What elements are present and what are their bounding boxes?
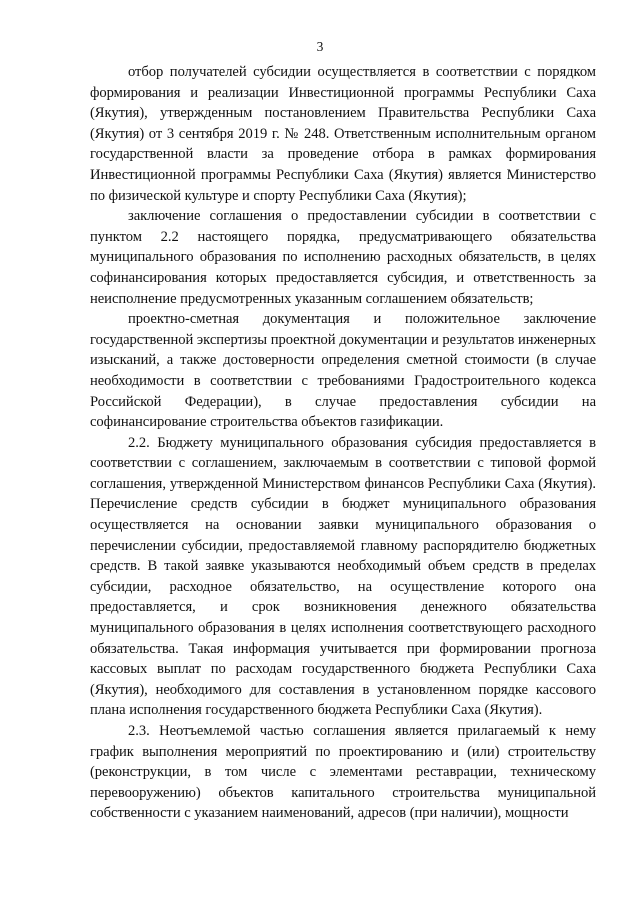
paragraph-section-2-2: 2.2. Бюджету муниципального образования субсидия предоставляется в соответствии с соглашением, заключаемым в соответствии с типовой формой соглашения, утвержденной Министерством финансов Республики Саха (Якутия). Перечисление средств субсидии в бюджет муниципального образования осуществляется на основании заявки муниципального образования о перечислении субсидии, предоставляемой главному распорядителю бюджетных средств. В такой заявке указываются необходимый объем средств в пределах субсидии, расходное обязательство, на осуществление которого она предоставляется, и срок возникновения денежного обязательства муниципального образования в целях исполнения соответствующего расходного обязательства. Такая информация учитывается при формировании прогноза кассовых выплат по расходам государственного бюджета Республики Саха (Якутия), необходимого для составления в установленном порядке кассового плана исполнения государственного бюджета Республики Саха (Якутия).: [90, 434, 596, 719]
page-number: 3: [316, 39, 324, 54]
document-body: [90, 62, 596, 824]
paragraph-section-2-3: 2.3. Неотъемлемой частью соглашения является прилагаемый к нему график выполнения мероприятий по проектированию и (или) строительству (реконструкции, в том числе с элементами реставрации, техническому перевооружению) объектов капитального строительства муниципальной собственности с указанием наименований, адресов (при наличии), мощности: [90, 723, 596, 822]
paragraph-selection-procedure: отбор получателей субсидии осуществляется в соответствии с порядком формирования и реализации Инвестиционной программы Республики Саха (Якутия), утвержденным постановлением Правительства Республики Саха (Якутия) от 3 сентября 2019 г. № 248. Ответственным исполнительным органом государственной власти за проведение отбора в рамках формирования Инвестиционной программы Республики Саха (Якутия) является Министерство по физической культуре и спорту Республики Саха (Якутия);: [90, 64, 596, 204]
paragraph-agreement-conclusion: заключение соглашения о предоставлении субсидии в соответствии с пунктом 2.2 настоящего порядка, предусматривающего обязательства муниципального образования по исполнению расходных обязательств, в целях софинансирования которых предоставляется субсидия, и ответственность за неисполнение предусмотренных указанным соглашением обязательств;: [90, 208, 596, 307]
paragraph-design-documentation: проектно-сметная документация и положительное заключение государственной экспертизы проектной документации и результатов инженерных изысканий, а также достоверности определения сметной стоимости (в случае необходимости в соответствии с требованиями Градостроительного кодекса Российской Федерации), в случае предоставления субсидии на софинансирование строительства объектов газификации.: [90, 311, 596, 431]
